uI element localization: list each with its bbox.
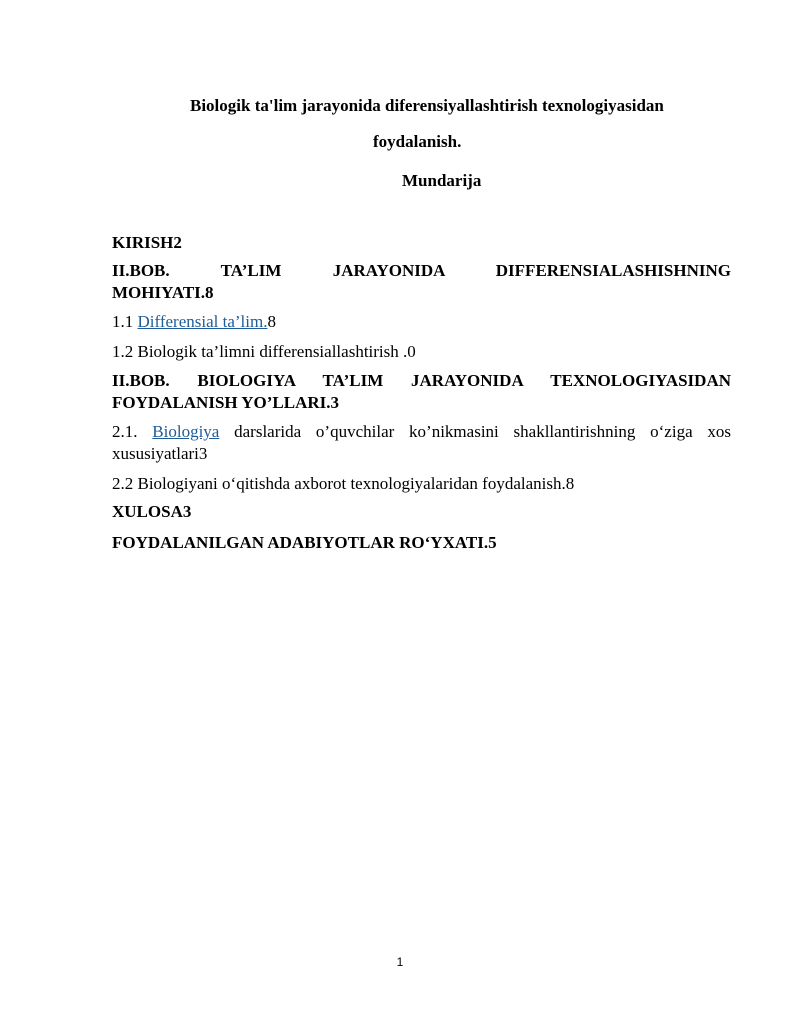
document-title-line-1: Biologik ta'lim jarayonida diferensiyallashtirish texnologiyasidan bbox=[190, 96, 664, 115]
toc-2-1-line-1 bbox=[112, 421, 731, 443]
toc-entry-chapter-2 bbox=[112, 370, 731, 414]
toc-entry-1-2: 1.2 Biologik ta’limni differensiallashtirish .0 bbox=[112, 342, 416, 361]
toc-chapter-2-line-2: FOYDALANISH YO’LLARI.3 bbox=[112, 393, 340, 412]
toc-entry-1-1 bbox=[112, 311, 731, 333]
toc-1-1-page: 8 bbox=[267, 312, 276, 331]
toc-2-1-number: 2.1. bbox=[112, 422, 153, 441]
page-number: 1 bbox=[396, 955, 404, 969]
toc-entry-xulosa: XULOSA3 bbox=[112, 502, 192, 521]
toc-entry-2-1 bbox=[112, 421, 731, 465]
toc-2-1-text: darslarida o’quvchilar ko’nikmasini shakllantirishning o‘ziga xos bbox=[219, 422, 731, 441]
toc-2-1-line-2: xususiyatlari3 bbox=[112, 444, 208, 463]
contents-heading: Mundarija bbox=[402, 171, 482, 190]
toc-entry-bibliography: FOYDALANILGAN ADABIYOTLAR RO‘YXATI.5 bbox=[112, 533, 497, 552]
toc-entry-chapter-1 bbox=[112, 260, 731, 304]
toc-2-1-link[interactable]: Biologiya bbox=[152, 422, 220, 441]
toc-entry-kirish: KIRISH2 bbox=[112, 233, 182, 252]
toc-chapter-1-line-2: MOHIYATI.8 bbox=[112, 283, 214, 302]
document-title-line-2: foydalanish. bbox=[373, 132, 462, 151]
toc-1-1-link[interactable]: Differensial ta’lim. bbox=[137, 312, 268, 331]
toc-chapter-2-line-1: II.BOB. BIOLOGIYA TA’LIM JARAYONIDA TEXNOLOGIYASIDAN bbox=[112, 371, 731, 390]
toc-entry-2-2: 2.2 Biologiyani o‘qitishda axborot texnologiyalaridan foydalanish.8 bbox=[112, 474, 575, 493]
toc-1-1-number: 1.1 bbox=[112, 312, 138, 331]
toc-chapter-1-line-1: II.BOB. TA’LIM JARAYONIDA DIFFERENSIALASHISHNING bbox=[112, 261, 731, 280]
